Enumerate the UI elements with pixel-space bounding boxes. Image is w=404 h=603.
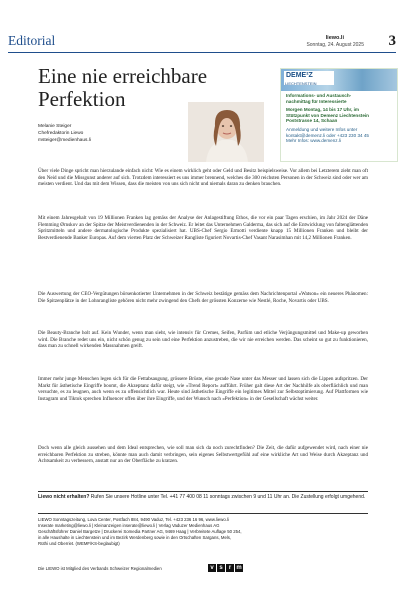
imprint-line-1: LIEWO Sonntagszeitung, Lova Center, Postfach 884, 9490 Vaduz, Tel. +423 236 16 96, www.liewo.li [38,517,229,522]
ad-event-time: Morgen Montag, 14 bis 17 Uhr, im [286,107,360,112]
subscription-text: Rufen Sie unsere Hotline unter Tel. +41 77 400 08 11 sonntags zwischen 9 und 11 Uhr an. Die Zustellung erfolgt umgehend. [89,494,366,500]
article-paragraph-1: Über viele Dinge spricht man hierzulande einfach nicht: Wie es einem wirklich geht oder Geld und Besitz beispielsweise. Vor allem bei Letzterem zieht man oft den Neid und die Missgunst anderer auf sich. Trotzdem interessiert es uns immer brennend, welches die 300 reichsten Personen in der Schweiz sind oder wer am meisten verdient. Und das mit dem Wissen, dass die meisten von uns sich nicht und niemals daran zu denken brauchen. [38,168,368,188]
headline-line-2: Perfektion [38,87,126,111]
imprint-line-5: Rüthi und Oberriet. (WEMF/KS-beglaubigt) [38,540,120,546]
author-role: Chefredaktorin Liewo [38,131,84,136]
ad-headline-1: Informations- und Austausch- [286,93,352,98]
imprint-line-3: Geschäftsführer Daniel Bargetze | Druckerei Somedia Partner AG, 9469 Haag | Verbreitete Auflage 50 254, [38,528,242,534]
author-portrait-icon [188,102,264,162]
ad-signup: Anmeldung und weitere Infos unter [286,127,358,132]
subscription-question: Liewo nicht erhalten? [38,494,90,500]
imprint [38,517,368,547]
footer-rule [38,491,368,492]
subscription-hotline [38,494,368,501]
page-number: 3 [388,33,396,49]
vsrm-letter-r: r [226,564,234,572]
section-title: Editorial [8,33,56,48]
vsrm-letter-m: m [236,565,242,571]
ad-website-link[interactable]: Mehr Infos: www.demenz.li [286,138,341,144]
ad-logo-subtitle: LIECHTENSTEIN [285,81,317,86]
article-paragraph-3: Die Auswertung der CEO-Vergütungen börsenkotierter Unternehmen in der Schweiz bestätige gemäss dem Nachrichtenportal «Watson» ein neueres Phänomen: Die Spitzenplätze in der Lohnrangliste gehören nicht mehr zwingend den Chefs der grössten Konzerne wie Nestlé, Roche, Novartis oder UBS. [38,291,368,304]
vsrm-logo [208,564,243,572]
ad-headline-2: nachmittag für Interessierte [286,98,347,104]
imprint-line-2: Inserate marketing@liewo.li | Kleinanzeigen inserate@liewo.li | Verlag Vaduzer Medienhaus AG [38,522,220,528]
ad-contact[interactable]: kontakt@demenz.li oder +423 230 34 45 [286,132,369,138]
article-paragraph-6: Doch wenn alle gleich aussehen und dem Ideal entsprechen, wie soll man sich da noch zurechtfinden? Die Zeit, die dafür aufgewendet wird, nach einer nie erreichbaren Perfektion zu streben, könnte man auch damit verbringen, sein eigenes Selbstwertgefühl auf eine wirkliche Art und Weise durch Akzeptanz und Achtsamkeit zu verbessern, anstatt nur an der Oberfläche zu kratzen. [38,445,368,465]
advertisement[interactable] [280,68,398,162]
vsrm-letter-s: s [217,564,225,572]
article-paragraph-5: Immer mehr junge Menschen legen sich für die Fettabsaugung, grössere Brüste, eine gerade Nase unter das Messer und lassen sich die Lippen aufspritzen. Der Markt für ästhetische Eingriffe boomt, die Akzeptanz dafür steigt, wie «Trend Report» aufführt. Früher galt diese Art der Nachhilfe als oberflächlich und man versuchte, es zu leugnen, auch wenn es zu offensichtlich war. Heute sind ästhetische Eingriffe ein legitimes Mittel zur Selbstoptimierung. Auf Plattformen wie Instagram und Tiktok sprechen Influencer offen über ihre Eingriffe, und der Wunsch nach «Perfektion» in der Gesellschaft wächst weiter. [38,376,368,403]
ad-event-place: Stützpunkt von Demenz Liechtenstein [286,112,369,118]
header-rule [8,52,396,53]
vsrm-letter-v: v [208,564,216,572]
association-note: Die LIEWO ist Mitglied des Verbands Schweizer Regionalmedien [38,566,162,571]
article-paragraph-4: Die Beauty-Branche holt auf. Kein Wunder, wenn man sieht, wie intensiv für Cremes, Seifen, Parfüm und etliche Verjüngungsmittel und Make-up geworben wird. Die Branche redet uns ein, nicht schön genug zu sein und eine Perfektion anzustreben, die wir nie erreichen werden. Das scheint so gut zu funktionieren, dass man zu schnell wirkenden Massnahmen greift. [38,330,368,350]
imprint-line-4: in alle Haushalte in Liechtenstein und im Bezirk Werdenberg sowie in den Ortschaften Sargans, Mels, [38,534,232,540]
author-email[interactable]: msteiger@medienhaus.li [38,138,91,143]
ad-event-address: Poststrasse 14, Schaan [286,118,338,124]
author-name: Melanie Steiger [38,124,72,129]
article-paragraph-2: Mit einem Jahresgehalt von 19 Millionen Franken lag gemäss der Analyse der Anlagestiftung Ethos, die vor ein paar Tagen erschien, im Jahr 2024 der Däne Flemming Ørnskov an der Spitze der Meistverdienenden in der Schweiz. Er leitet das Unternehmen Galderma, das sich auf die Entwicklung von faltenglättenden Spritzmitteln und andere dermatologische Produkte spezialisiert hat. UBS-Chef Sergio Ermotti verdiente knapp 15 Millionen Franken und bleibt der Bestverdienende Banker Europas. Auf dem vierten Platz der Schweizer Rangliste figuriert Novartis-Chef Vasant Narasimhan mit 14,2 Millionen Franken. [38,215,368,242]
headline-line-1: Eine nie erreichbare [38,64,208,88]
author-photo [188,102,264,162]
ad-logo: DEME²Z [284,71,334,85]
brand-name: liewo.li [325,35,344,41]
dateline: Sonntag, 24. August 2025 [306,42,364,48]
imprint-rule [38,513,368,514]
